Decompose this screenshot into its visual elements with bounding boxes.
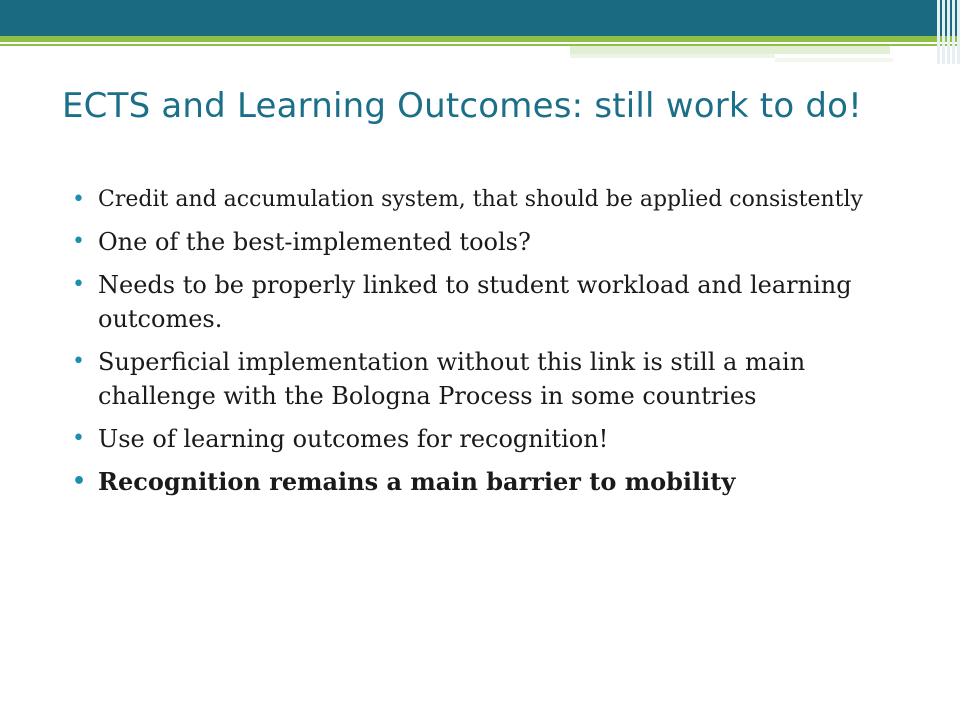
accent-stripe — [0, 36, 960, 42]
accent-stub — [570, 54, 775, 58]
bullet-item: • One of the best-implemented tools? — [72, 225, 892, 259]
bullet-list — [72, 184, 892, 508]
bullet-item: • Needs to be properly linked to student workload and learning outcomes. — [72, 268, 892, 336]
bullet-item: • Superficial implementation without this link is still a main challenge with the Bologna Process in some countries — [72, 345, 892, 413]
bullet-item: • Credit and accumulation system, that should be applied consistently — [72, 184, 892, 216]
bullet-item-emphasis: • Recognition remains a main barrier to mobility — [72, 465, 892, 499]
corner-stripes — [932, 0, 960, 64]
bullet-item: • Use of learning outcomes for recognition! — [72, 422, 892, 456]
header-band — [0, 0, 960, 36]
slide-title: ECTS and Learning Outcomes: still work to do! — [62, 86, 862, 126]
accent-stub — [570, 46, 890, 54]
accent-stub — [775, 58, 893, 62]
